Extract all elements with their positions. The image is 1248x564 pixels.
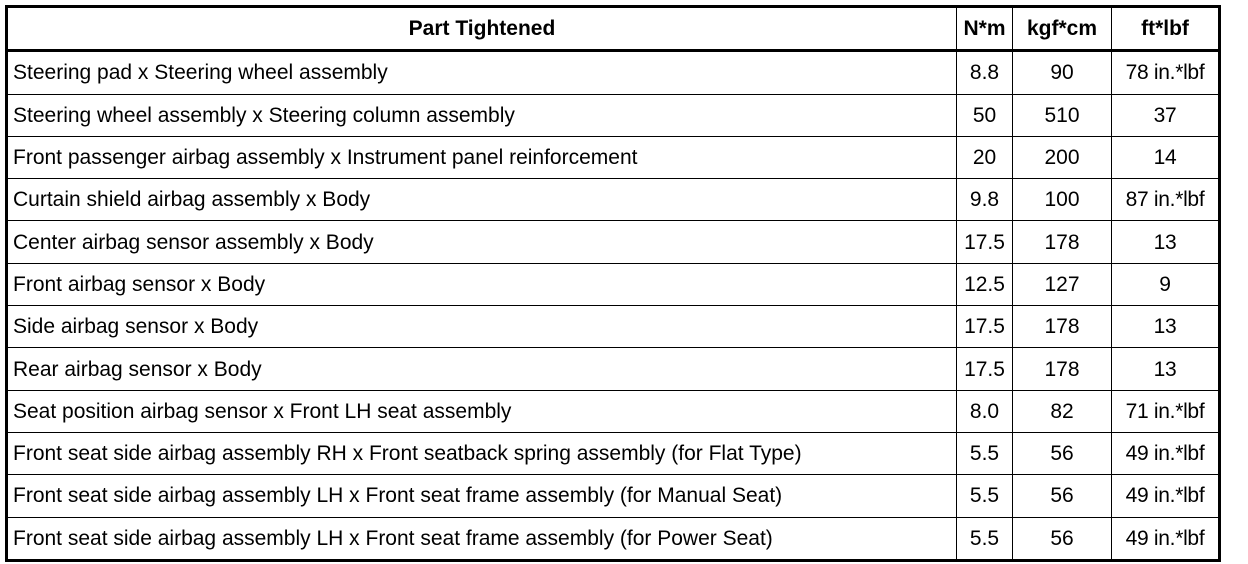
table-row <box>7 432 1220 474</box>
cell-ft-lbf: 13 <box>1112 348 1220 390</box>
cell-ft-lbf: 49 in.*lbf <box>1112 517 1220 560</box>
cell-kgf-cm: 178 <box>1013 348 1112 390</box>
cell-nm: 12.5 <box>957 263 1013 305</box>
cell-ft-lbf: 37 <box>1112 94 1220 136</box>
table-row <box>7 221 1220 263</box>
cell-nm: 50 <box>957 94 1013 136</box>
cell-part-tightened: Steering pad x Steering wheel assembly <box>7 51 957 94</box>
cell-kgf-cm: 200 <box>1013 136 1112 178</box>
cell-part-tightened: Rear airbag sensor x Body <box>7 348 957 390</box>
table-row <box>7 475 1220 517</box>
cell-nm: 17.5 <box>957 221 1013 263</box>
table-row <box>7 306 1220 348</box>
cell-ft-lbf: 87 in.*lbf <box>1112 179 1220 221</box>
cell-kgf-cm: 90 <box>1013 51 1112 94</box>
cell-kgf-cm: 56 <box>1013 432 1112 474</box>
cell-nm: 17.5 <box>957 306 1013 348</box>
cell-ft-lbf: 71 in.*lbf <box>1112 390 1220 432</box>
cell-ft-lbf: 49 in.*lbf <box>1112 432 1220 474</box>
column-header-ft-lbf: ft*lbf <box>1112 7 1220 51</box>
cell-part-tightened: Front passenger airbag assembly x Instrument panel reinforcement <box>7 136 957 178</box>
table-row <box>7 51 1220 94</box>
cell-kgf-cm: 510 <box>1013 94 1112 136</box>
cell-ft-lbf: 78 in.*lbf <box>1112 51 1220 94</box>
cell-ft-lbf: 13 <box>1112 221 1220 263</box>
cell-part-tightened: Front airbag sensor x Body <box>7 263 957 305</box>
cell-part-tightened: Center airbag sensor assembly x Body <box>7 221 957 263</box>
cell-part-tightened: Curtain shield airbag assembly x Body <box>7 179 957 221</box>
cell-kgf-cm: 100 <box>1013 179 1112 221</box>
column-header-part-tightened: Part Tightened <box>7 7 957 51</box>
cell-kgf-cm: 82 <box>1013 390 1112 432</box>
cell-part-tightened: Steering wheel assembly x Steering column assembly <box>7 94 957 136</box>
cell-nm: 5.5 <box>957 432 1013 474</box>
cell-part-tightened: Front seat side airbag assembly RH x Front seatback spring assembly (for Flat Type) <box>7 432 957 474</box>
cell-kgf-cm: 127 <box>1013 263 1112 305</box>
table-row <box>7 94 1220 136</box>
cell-kgf-cm: 56 <box>1013 475 1112 517</box>
column-header-kgf-cm: kgf*cm <box>1013 7 1112 51</box>
cell-part-tightened: Seat position airbag sensor x Front LH seat assembly <box>7 390 957 432</box>
cell-part-tightened: Side airbag sensor x Body <box>7 306 957 348</box>
cell-nm: 17.5 <box>957 348 1013 390</box>
cell-ft-lbf: 9 <box>1112 263 1220 305</box>
cell-kgf-cm: 56 <box>1013 517 1112 560</box>
cell-nm: 5.5 <box>957 517 1013 560</box>
cell-nm: 8.0 <box>957 390 1013 432</box>
cell-nm: 8.8 <box>957 51 1013 94</box>
table-row <box>7 136 1220 178</box>
cell-kgf-cm: 178 <box>1013 221 1112 263</box>
table-row <box>7 263 1220 305</box>
table-body <box>7 51 1220 561</box>
table-row <box>7 348 1220 390</box>
cell-nm: 9.8 <box>957 179 1013 221</box>
table-header-row <box>7 7 1220 51</box>
cell-part-tightened: Front seat side airbag assembly LH x Front seat frame assembly (for Manual Seat) <box>7 475 957 517</box>
cell-ft-lbf: 13 <box>1112 306 1220 348</box>
table-row <box>7 517 1220 560</box>
cell-part-tightened: Front seat side airbag assembly LH x Front seat frame assembly (for Power Seat) <box>7 517 957 560</box>
cell-nm: 20 <box>957 136 1013 178</box>
column-header-nm: N*m <box>957 7 1013 51</box>
cell-nm: 5.5 <box>957 475 1013 517</box>
cell-ft-lbf: 49 in.*lbf <box>1112 475 1220 517</box>
table-row <box>7 179 1220 221</box>
cell-kgf-cm: 178 <box>1013 306 1112 348</box>
cell-ft-lbf: 14 <box>1112 136 1220 178</box>
table-row <box>7 390 1220 432</box>
torque-specification-table <box>5 5 1221 562</box>
